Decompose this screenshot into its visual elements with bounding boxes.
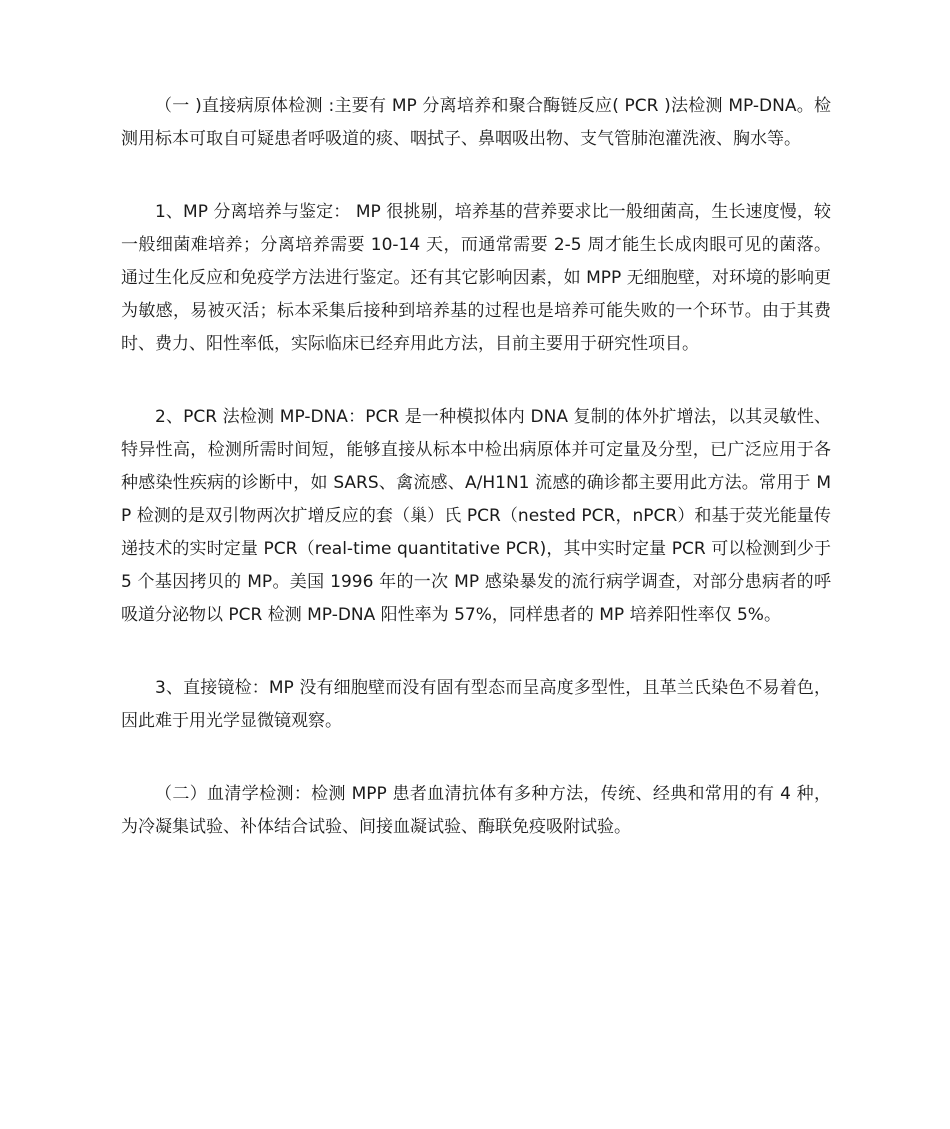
paragraph-serology: （二）血清学检测：检测 MPP 患者血清抗体有多种方法，传统、经典和常用的有 4 种，为冷凝集试验、补体结合试验、间接血凝试验、酶联免疫吸附试验。 xyxy=(121,784,831,837)
paragraph-direct-pathogen-detection: （一 )直接病原体检测 :主要有 MP 分离培养和聚合酶链反应( PCR )法检测 MP-DNA。检测用标本可取自可疑患者呼吸道的痰、咽拭子、鼻咽吸出物、支气管肺泡灌洗液、胸水等。 xyxy=(121,96,831,149)
paragraph-mp-culture: 1、MP 分离培养与鉴定： MP 很挑剔，培养基的营养要求比一般细菌高，生长速度慢，较一般细菌难培养；分离培养需要 10-14 天，而通常需要 2-5 周才能生长成肉眼可见的菌落。通过生化反应和免疫学方法进行鉴定。还有其它影响因素，如 MPP 无细胞壁，对环境的影响更为敏感，易被灭活；标本采集后接种到培养基的过程也是培养可能失败的一个环节。由于其费时、费力、阳性率低，实际临床已经弃用此方法，目前主要用于研究性项目。 xyxy=(121,202,831,354)
paragraph-direct-microscopy: 3、直接镜检：MP 没有细胞壁而没有固有型态而呈高度多型性，且革兰氏染色不易着色，因此难于用光学显微镜观察。 xyxy=(121,678,831,731)
document-body xyxy=(121,90,831,884)
paragraph-pcr-detection: 2、PCR 法检测 MP-DNA：PCR 是一种模拟体内 DNA 复制的体外扩增法，以其灵敏性、特异性高，检测所需时间短，能够直接从标本中检出病原体并可定量及分型，已广泛应用于各种感染性疾病的诊断中，如 SARS、禽流感、A/H1N1 流感的确诊都主要用此方法。常用于 MP 检测的是双引物两次扩增反应的套（巢）氏 PCR（nested PCR，nPCR）和基于荧光能量传递技术的实时定量 PCR（real-time quantitative PCR)，其中实时定量 PCR 可以检测到少于 5 个基因拷贝的 MP。美国 1996 年的一次 MP 感染暴发的流行病学调查，对部分患病者的呼吸道分泌物以 PCR 检测 MP-DNA 阳性率为 57%，同样患者的 MP 培养阳性率仅 5%。 xyxy=(121,407,831,625)
